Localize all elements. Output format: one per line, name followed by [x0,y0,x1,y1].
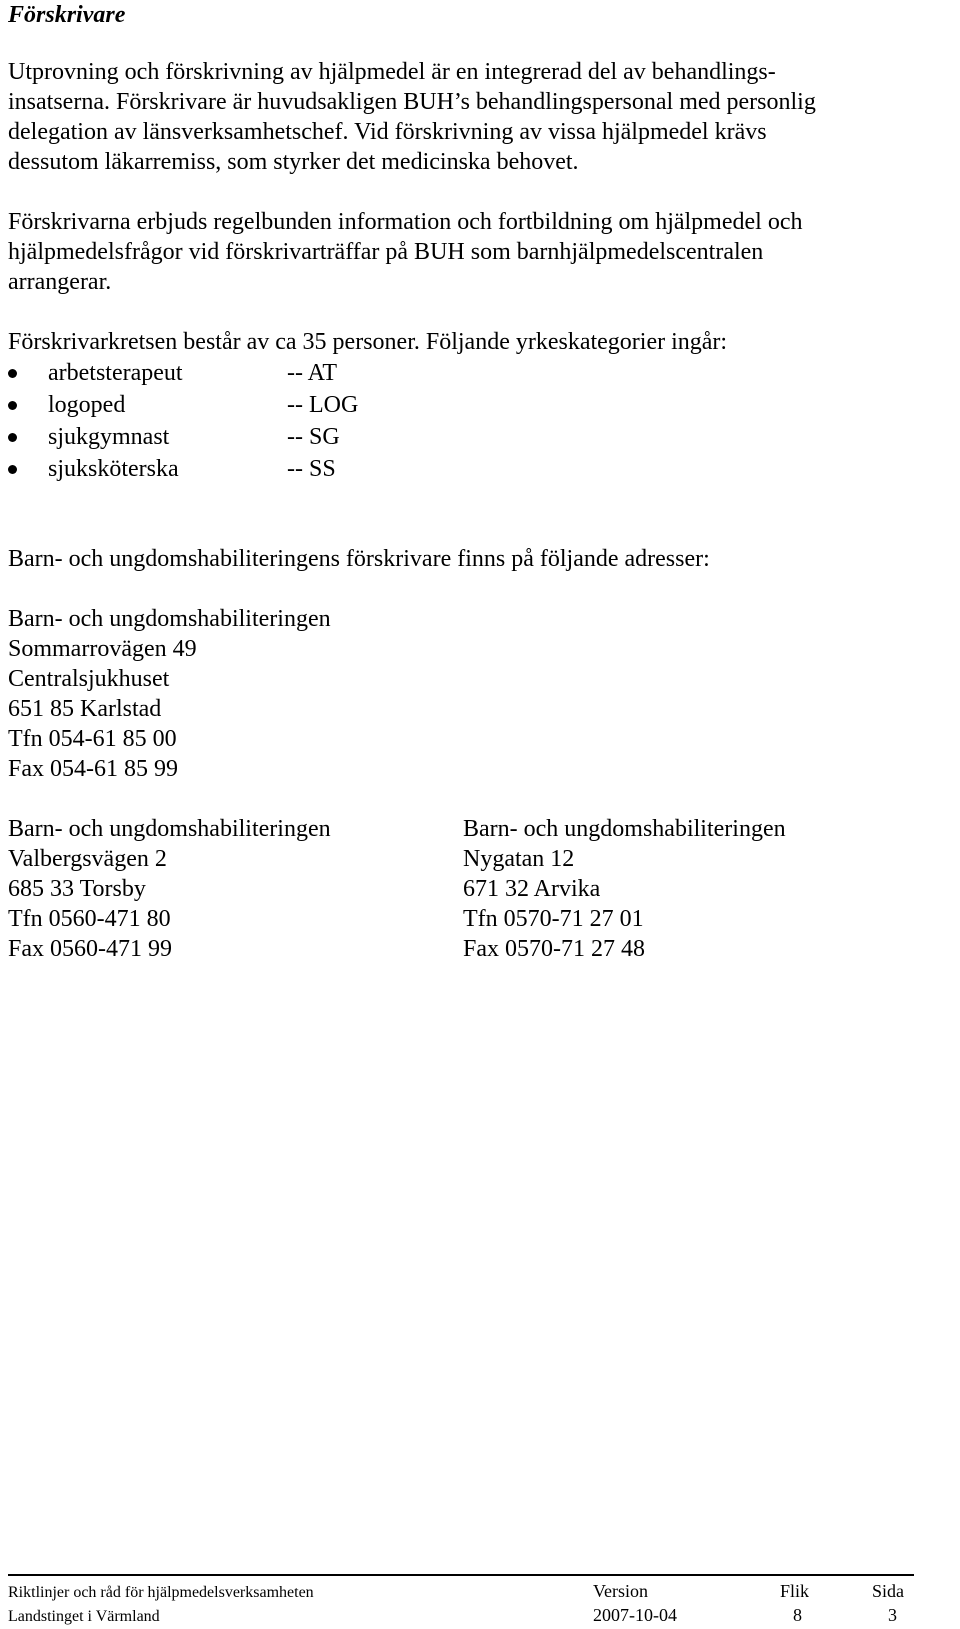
footer-version-value: 2007-10-04 [593,1605,677,1625]
address-karlstad-line: Fax 054-61 85 99 [8,756,178,782]
paragraph3: Förskrivarkretsen består av ca 35 personer. Följande yrkeskategorier ingår: [8,329,728,355]
address-karlstad-line: Barn- och ungdomshabiliteringen [8,606,331,632]
bullet-icon [8,369,17,378]
address-karlstad-line: Tfn 054-61 85 00 [8,726,177,752]
address-karlstad-line: Sommarrovägen 49 [8,636,197,662]
address-arvika-line: Barn- och ungdomshabiliteringen [463,816,786,842]
address-arvika-line: Tfn 0570-71 27 01 [463,906,644,932]
address-torsby-line: Barn- och ungdomshabiliteringen [8,816,331,842]
footer-document-name: Riktlinjer och råd för hjälpmedelsverksamheten [8,1584,314,1601]
paragraph1-line: delegation av länsverksamhetschef. Vid förskrivning av vissa hjälpmedel krävs [8,119,767,145]
address-arvika-line: Nygatan 12 [463,846,575,872]
address-torsby-line: Tfn 0560-471 80 [8,906,171,932]
address-arvika-line: Fax 0570-71 27 48 [463,936,645,962]
addresses-intro: Barn- och ungdomshabiliteringens förskrivare finns på följande adresser: [8,546,710,572]
address-torsby-line: 685 33 Torsby [8,876,146,902]
address-torsby-line: Fax 0560-471 99 [8,936,172,962]
address-karlstad-line: Centralsjukhuset [8,666,170,692]
bullet-icon [8,401,17,410]
bullet-icon [8,433,17,442]
footer-flik-value: 8 [793,1605,802,1625]
footer-organization: Landstinget i Värmland [8,1608,160,1625]
footer-divider [8,1574,914,1576]
bullet-icon [8,465,17,474]
category-name: arbetsterapeut [48,360,183,386]
paragraph2-line: arrangerar. [8,269,112,295]
paragraph1-line: Utprovning och förskrivning av hjälpmedel är en integrerad del av behandlings- [8,59,776,85]
paragraph1-line: dessutom läkarremiss, som styrker det medicinska behovet. [8,149,579,175]
address-arvika-line: 671 32 Arvika [463,876,601,902]
paragraph1-line: insatserna. Förskrivare är huvudsakligen BUH’s behandlingspersonal med personlig [8,89,816,115]
category-abbreviation: -- AT [287,360,337,386]
paragraph2-line: hjälpmedelsfrågor vid förskrivarträffar på BUH som barnhjälpmedelscentralen [8,239,764,265]
category-name: sjukgymnast [48,424,170,450]
footer-flik-label: Flik [780,1581,810,1601]
document-title: Förskrivare [8,2,126,28]
footer-sida-label: Sida [872,1581,905,1601]
category-abbreviation: -- LOG [287,392,359,418]
category-abbreviation: -- SG [287,424,340,450]
category-abbreviation: -- SS [287,456,336,482]
category-name: logoped [48,392,126,418]
address-karlstad-line: 651 85 Karlstad [8,696,162,722]
address-torsby-line: Valbergsvägen 2 [8,846,167,872]
footer-sida-value: 3 [888,1605,897,1625]
category-name: sjuksköterska [48,456,179,482]
paragraph2-line: Förskrivarna erbjuds regelbunden information och fortbildning om hjälpmedel och [8,209,803,235]
footer-version-label: Version [593,1581,648,1601]
